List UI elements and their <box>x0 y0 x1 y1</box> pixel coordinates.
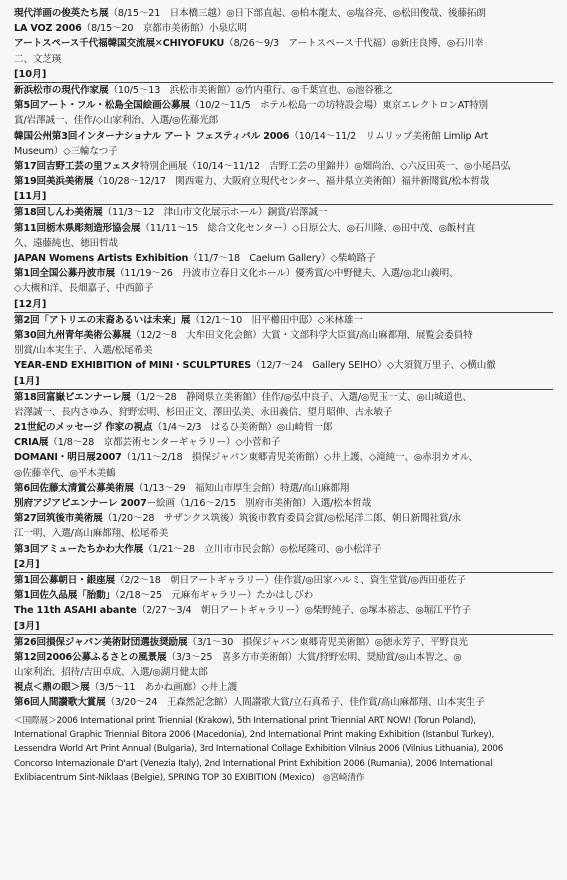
entry-line <box>14 588 553 603</box>
entry-line <box>14 358 553 373</box>
exhibition-details: 久、遠藤純也、徳田哲哉 <box>14 237 118 249</box>
entry-line <box>14 635 553 650</box>
entry-line <box>14 420 553 435</box>
exhibition-details: 別賞/山本実生子、入選/松尾希美 <box>14 345 153 357</box>
exhibition-entry <box>14 83 553 98</box>
exhibition-entry <box>14 603 553 618</box>
exhibition-details: （2/18～25 元麻布ギャラリー）たかはしびわ <box>114 590 314 602</box>
exhibition-details: ー絵画（1/16～2/15 別府市美術館）入選/松本哲哉 <box>146 498 372 509</box>
exhibition-entry <box>14 266 553 296</box>
exhibition-details: （1/4～2/3 はるひ美術館）◎山崎哲一郎 <box>152 422 333 434</box>
exhibition-title: 第19回美浜美術展 <box>14 176 94 188</box>
entry-line <box>14 313 553 328</box>
exhibition-title: 第26回損保ジャパン美術財団選抜奨励展 <box>14 636 188 648</box>
exhibition-entry <box>14 635 553 650</box>
exhibition-details: （8/15～21 日本橋三越）◎日下部直起、◎柏本龍太、◎塩谷亮、◎松田俊哉、後藤拓朗 <box>108 8 486 19</box>
entry-line <box>14 466 553 481</box>
exhibition-entry <box>14 680 553 695</box>
entry-line <box>14 542 553 557</box>
entry-line <box>14 236 553 251</box>
exhibition-title: The 11th ASAHI abante <box>14 605 137 617</box>
entry-line <box>14 405 553 420</box>
exhibition-title: 第5回アート・フル・松島全国絵画公募展 <box>14 100 190 112</box>
exhibition-title: 視点＜鼎の眼＞展 <box>14 682 90 694</box>
entry-line <box>14 251 553 266</box>
exhibition-title: 現代洋画の俊英たち展 <box>14 8 109 19</box>
entry-line <box>14 83 553 98</box>
exhibition-entry <box>14 21 553 36</box>
exhibition-entry <box>14 251 553 266</box>
international-label: ＜国際展＞ <box>14 715 57 726</box>
entry-line <box>14 603 553 618</box>
entry-line <box>14 695 553 710</box>
exhibition-details: ◎佐藤幸代、◎平木美鶴 <box>14 467 116 479</box>
entry-line <box>14 129 553 144</box>
exhibition-title: 21世紀のメッセージ 作家の視点 <box>14 422 153 434</box>
exhibition-entry <box>14 221 553 251</box>
exhibition-details: 二、文芝瑛 <box>14 53 62 65</box>
entry-line <box>14 328 553 343</box>
exhibition-title: 第12回2006公募ふるさとの風景展 <box>14 651 167 663</box>
exhibition-title: JAPAN Womens Artists Exhibition <box>14 253 189 264</box>
exhibition-details: （2/27～3/4 朝日アートギャラリー）◎柴野純子、◎塚本裕志、◎堀江平竹子 <box>136 605 471 617</box>
entry-line <box>14 144 553 159</box>
exhibition-entry <box>14 159 553 174</box>
entry-line <box>14 665 553 680</box>
entry-line <box>14 21 553 36</box>
exhibition-details: （1/8～28 京都芸術センターギャラリー）◇小菅和子 <box>48 437 281 449</box>
exhibition-title: 第18回しんわ美術展 <box>14 207 103 219</box>
exhibition-entry <box>14 6 553 21</box>
exhibition-details: （2/2～18 朝日アートギャラリー）佳作賞/◎田家ハルミ、資生堂賞/◎西田亜佐子 <box>114 574 467 586</box>
exhibition-details: 特別企画展（10/14～11/12 吉野工芸の里錦井）◎畑尚治、◇六反田英一、◎小尾昌弘 <box>139 160 511 172</box>
exhibition-entry <box>14 588 553 603</box>
exhibition-title: 新浜松市の現代作家展 <box>14 84 109 96</box>
exhibition-entry <box>14 358 553 373</box>
month-heading: [1月] <box>14 375 40 387</box>
exhibition-details: （1/2～28 静岡県立美術館）佳作/◎弘中良子、入選/◎児玉一丈、◎山城道也、 <box>130 391 472 403</box>
exhibition-details: （3/20～24 王森然記念館）人間讃歌大賞/立石真希子、佳作賞/高山麻都翔、山本実生子 <box>105 697 485 709</box>
exhibition-details: （3/5～11 あかね画廊）◇井上護 <box>89 682 238 694</box>
exhibition-entry <box>14 98 553 128</box>
exhibition-title: 第17回吉野工芸の里フェスタ <box>14 160 140 172</box>
entry-line <box>14 435 553 450</box>
entry-line <box>14 281 553 296</box>
exhibition-title: 第2回「アトリエの末裔あるいは未来」展 <box>14 314 191 326</box>
entry-line <box>14 680 553 695</box>
exhibition-entry <box>14 481 553 496</box>
exhibition-title: 第11回栃木県彫刻造形協会展 <box>14 222 141 234</box>
exhibition-title: CRIA展 <box>14 437 49 449</box>
exhibition-entry <box>14 573 553 588</box>
entry-line <box>14 496 553 511</box>
entry-line <box>14 650 553 665</box>
exhibition-title: 第6回人間讃歌大賞展 <box>14 697 106 709</box>
entry-line <box>14 159 553 174</box>
exhibition-details: 山家利治、招待/吉田卓成、入選/◎湖月健太郎 <box>14 667 208 679</box>
exhibition-details: ◇大槻和洋、長畑嘉子、中西節子 <box>14 283 154 295</box>
exhibition-title: 第1回全国公募丹波市展 <box>14 268 115 280</box>
international-line: Lessendra World Art Print Annual (Bulgaria), 3rd International Collage Exhibition Vilnius 2006 (Vilnius Lithuania), 2006 <box>14 744 504 755</box>
entry-line <box>14 174 553 189</box>
entry-line <box>14 266 553 281</box>
international-section <box>14 714 553 785</box>
exhibition-entry <box>14 650 553 680</box>
exhibition-details: （12/7～24 Gallery SEIHO）◇大須賀万里子、◇横山徹 <box>251 360 496 372</box>
exhibition-title: 別府アジアビエンナーレ 2007 <box>14 498 147 509</box>
exhibition-details: （11/7～18 Caelum Gallery）◇柴崎路子 <box>188 253 376 264</box>
exhibition-details: （10/14～11/2 リムリップ美術館 Limlip Art <box>289 130 489 142</box>
exhibition-title: 韓国公州第3回インターナショナル アート フェスティバル 2006 <box>14 130 290 142</box>
exhibition-entry <box>14 420 553 435</box>
entry-line <box>14 343 553 358</box>
exhibition-entry <box>14 435 553 450</box>
entry-line <box>14 573 553 588</box>
exhibition-entry <box>14 205 553 220</box>
month-heading: [3月] <box>14 620 40 632</box>
exhibition-title: 第1回佐久品展「胎動」 <box>14 590 115 602</box>
exhibition-details: 賞/岩澤誠一、佳作/◇山家利治、入選/◎佐藤光郎 <box>14 115 219 127</box>
international-line: Exlibiacentrum Sint-Niklaas (Belgie), SPRING TOP 30 EXIBITION (Mexico) ◎宮崎清作 <box>14 772 365 783</box>
exhibition-entry <box>14 542 553 557</box>
exhibition-title: 第6回佐藤太清賞公募美術展 <box>14 482 134 494</box>
exhibition-details: （11/3～12 津山市文化展示ホール）銅賞/岩澤誠一 <box>102 207 328 219</box>
exhibition-entry <box>14 129 553 159</box>
exhibition-details: （12/1～10 旧平櫛田中邸）◇米林雄一 <box>190 314 363 326</box>
exhibition-entry <box>14 174 553 189</box>
exhibition-details: （1/21～28 立川市市民会館）◎松尾隆司、◎小松洋子 <box>143 543 382 555</box>
entry-line <box>14 36 553 51</box>
entry-line <box>14 450 553 465</box>
entry-line <box>14 390 553 405</box>
exhibition-title: 第3回アミューたちかわ大作展 <box>14 543 144 555</box>
exhibition-details: （10/5～13 浜松市美術館）◎竹内重行、◎千葉宣也、◎池谷雅之 <box>108 84 393 96</box>
entry-line <box>14 6 553 21</box>
entry-line <box>14 221 553 236</box>
exhibition-details: （11/19～26 丹波市立春日文化ホール）優秀賞/◇中野健夫、入選/◎北山義明、 <box>114 268 459 280</box>
exhibition-details: （12/2～8 大牟田文化会館）大賞・文部科学大臣賞/高山麻都翔、展覧会委員特 <box>130 329 473 341</box>
exhibition-details: （1/20～28 サザンクス筑後）筑後市教育委員会賞/◎松尾洋二郎、朝日新聞社賞/永 <box>102 513 462 525</box>
international-line: Concorso Internazionale D'art (Venezia Italy), 2nd International Print Exhibition 2006 (Rumania), 2006 International <box>14 758 493 769</box>
entry-line <box>14 113 553 128</box>
exhibition-entry <box>14 450 553 480</box>
exhibition-title: LA VOZ 2006 <box>14 23 82 35</box>
exhibition-details: （3/1～30 損保ジャパン東郷青児美術館）◎徳永芳子、平野良光 <box>187 636 468 648</box>
exhibition-title: YEAR-END EXHIBITION of MINI・SCULPTURES <box>14 360 252 372</box>
exhibition-title: 第30回九州青年美術公募展 <box>14 329 131 341</box>
exhibition-title: 第1回公募朝日・銀座展 <box>14 574 115 586</box>
entry-line <box>14 205 553 220</box>
exhibition-details: 岩澤誠一、長内さゆみ、狩野宏明、杉田正文、澤田弘美、永田義信、望月昭伸、古永敏子 <box>14 406 393 418</box>
exhibition-entry <box>14 496 553 511</box>
entry-line <box>14 526 553 541</box>
exhibition-title: 第27回筑後市美術展 <box>14 513 103 525</box>
entry-line <box>14 52 553 67</box>
exhibition-details: （8/26～9/3 アートスペース千代福）◎新庄良博、◎石川幸 <box>224 38 484 50</box>
international-text: 2006 International print Triennial (Krakow), 5th International print Triennial ART NOW! (Torun Poland), <box>56 715 476 726</box>
exhibition-title: DOMANI・明日展2007 <box>14 452 122 464</box>
entry-line <box>14 511 553 526</box>
entry-line <box>14 98 553 113</box>
exhibition-details: （1/11～2/18 損保ジャパン東郷青児美術館）◇井上護、◇滝純一、◎赤羽カオル、 <box>121 452 479 464</box>
exhibition-details: （11/11～15 総合文化センター）◇日原公大、◎石川隆、◎田中茂、◎飯村直 <box>140 222 476 234</box>
exhibition-details: Museum）◇三輪なつ子 <box>14 145 118 157</box>
exhibition-details: （8/15～20 京都市美術館）小泉広明 <box>81 23 247 35</box>
month-heading: [10月] <box>14 68 47 80</box>
exhibition-list <box>14 6 553 711</box>
exhibition-details: （3/3～25 喜多方市美術館）大賞/狩野宏明、奨励賞/◎山本智之、◎ <box>166 651 462 663</box>
exhibition-entry <box>14 328 553 358</box>
entry-line <box>14 481 553 496</box>
exhibition-entry <box>14 313 553 328</box>
exhibition-entry <box>14 695 553 710</box>
exhibition-details: （10/2～11/5 ホテル松島一の坊特設会場）東京エレクトロンAT特別 <box>189 100 488 112</box>
month-heading: [2月] <box>14 558 40 570</box>
exhibition-entry <box>14 36 553 66</box>
exhibition-title: 第18回富嶽ビエンナーレ展 <box>14 391 131 403</box>
month-heading: [11月] <box>14 191 47 203</box>
exhibition-title: アートスペース千代福韓国交流展✕CHIYOFUKU <box>14 38 225 50</box>
international-line <box>14 714 553 728</box>
month-heading: [12月] <box>14 298 47 310</box>
exhibition-details: 江一明、入選/高山麻都翔、松尾希美 <box>14 528 169 540</box>
international-line: International Graphic Triennial Bitora 2006 (Macedonia), 2nd International Print making Exhibition (Istanbul Turkey), <box>14 729 495 740</box>
exhibition-entry <box>14 511 553 541</box>
exhibition-entry <box>14 390 553 420</box>
exhibition-details: （10/28～12/17 関西電力、大阪府立現代センター、福井県立美術館）福井新聞賞/松本哲哉 <box>93 176 490 188</box>
exhibition-details: （1/13～29 福知山市厚生会館）特選/高山麻都翔 <box>133 482 350 494</box>
